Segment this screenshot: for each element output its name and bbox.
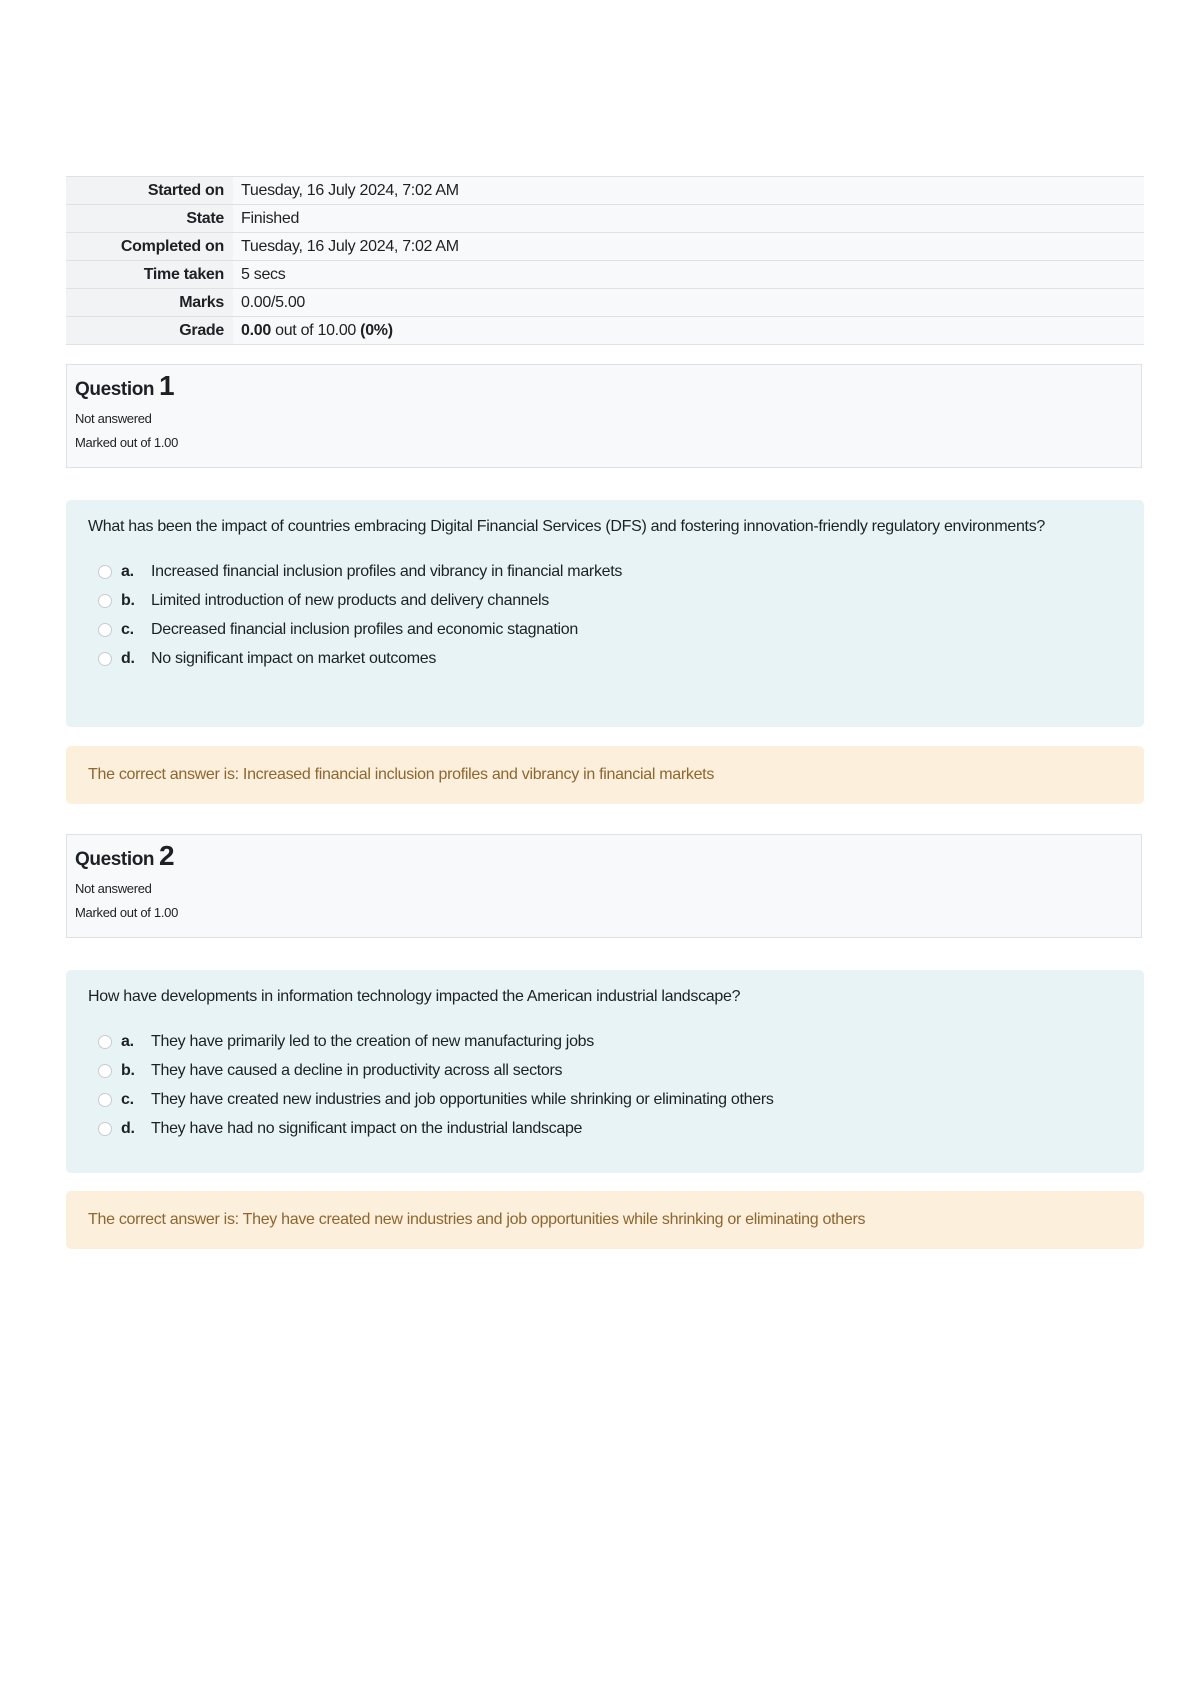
summary-label: Grade xyxy=(66,317,233,345)
summary-row xyxy=(66,261,1144,289)
radio-button[interactable] xyxy=(98,623,112,637)
question-grade: Marked out of 1.00 xyxy=(75,435,178,450)
question-state: Not answered xyxy=(75,411,152,426)
option-text: They have caused a decline in productivity across all sectors xyxy=(151,1061,563,1079)
radio-button[interactable] xyxy=(98,1093,112,1107)
summary-label: Completed on xyxy=(66,233,233,261)
question-formulation-1 xyxy=(66,500,1144,727)
answer-option-c[interactable] xyxy=(88,615,1122,644)
question-state: Not answered xyxy=(75,881,152,896)
option-text: No significant impact on market outcomes xyxy=(151,649,437,667)
question-number xyxy=(75,371,1133,405)
summary-value: Tuesday, 16 July 2024, 7:02 AM xyxy=(233,233,1144,261)
question-formulation-2 xyxy=(66,970,1144,1173)
summary-label: State xyxy=(66,205,233,233)
question-label: Question xyxy=(75,849,155,870)
question-number-value: 1 xyxy=(159,370,175,401)
grade-out-of: out of 10.00 xyxy=(270,321,361,339)
option-letter: b. xyxy=(121,1061,135,1079)
radio-button[interactable] xyxy=(98,565,112,579)
option-text: They have primarily led to the creation of new manufacturing jobs xyxy=(151,1032,594,1050)
answer-option-a[interactable] xyxy=(88,557,1122,586)
answer-option-c[interactable] xyxy=(88,1085,1122,1114)
radio-button[interactable] xyxy=(98,594,112,608)
question-info-1 xyxy=(66,364,1142,468)
question-number-value: 2 xyxy=(159,840,175,871)
correct-answer-feedback-1: The correct answer is: Increased financial inclusion profiles and vibrancy in financial markets xyxy=(66,746,1144,804)
option-letter: a. xyxy=(121,562,134,580)
option-letter: b. xyxy=(121,591,135,609)
summary-value: Tuesday, 16 July 2024, 7:02 AM xyxy=(233,177,1144,205)
summary-row xyxy=(66,233,1144,261)
radio-button[interactable] xyxy=(98,1122,112,1136)
option-text: They have created new industries and job opportunities while shrinking or eliminating others xyxy=(151,1090,774,1108)
option-letter: d. xyxy=(121,649,135,667)
summary-value: 5 secs xyxy=(233,261,1144,289)
option-text: Increased financial inclusion profiles and vibrancy in financial markets xyxy=(151,562,623,580)
option-text: Decreased financial inclusion profiles and economic stagnation xyxy=(151,620,578,638)
question-text: What has been the impact of countries embracing Digital Financial Services (DFS) and fostering innovation-friendly regulatory environments? xyxy=(88,518,1046,535)
summary-value: Finished xyxy=(233,205,1144,233)
option-text: Limited introduction of new products and delivery channels xyxy=(151,591,549,609)
question-number xyxy=(75,841,1133,875)
answer-option-b[interactable] xyxy=(88,1056,1122,1085)
question-grade: Marked out of 1.00 xyxy=(75,905,178,920)
summary-row xyxy=(66,289,1144,317)
answer-option-d[interactable] xyxy=(88,644,1122,673)
attempt-summary-table xyxy=(66,176,1144,345)
answer-options xyxy=(88,557,1122,673)
summary-row-grade xyxy=(66,317,1144,345)
option-letter: c. xyxy=(121,1090,134,1108)
radio-button[interactable] xyxy=(98,652,112,666)
summary-label: Started on xyxy=(66,177,233,205)
grade-value xyxy=(233,317,1144,345)
option-letter: d. xyxy=(121,1119,135,1137)
summary-row xyxy=(66,205,1144,233)
summary-label: Time taken xyxy=(66,261,233,289)
question-text: How have developments in information technology impacted the American industrial landscape? xyxy=(88,988,741,1005)
option-text: They have had no significant impact on the industrial landscape xyxy=(151,1119,583,1137)
option-letter: c. xyxy=(121,620,134,638)
radio-button[interactable] xyxy=(98,1064,112,1078)
question-label: Question xyxy=(75,379,155,400)
question-info-2 xyxy=(66,834,1142,938)
radio-button[interactable] xyxy=(98,1035,112,1049)
grade-percent: (0%) xyxy=(360,321,393,339)
option-letter: a. xyxy=(121,1032,134,1050)
correct-answer-feedback-2: The correct answer is: They have created new industries and job opportunities while shrinking or eliminating others xyxy=(66,1191,1144,1249)
answer-option-d[interactable] xyxy=(88,1114,1122,1143)
summary-row xyxy=(66,177,1144,205)
answer-option-b[interactable] xyxy=(88,586,1122,615)
answer-option-a[interactable] xyxy=(88,1027,1122,1056)
grade-score: 0.00 xyxy=(241,321,271,339)
summary-label: Marks xyxy=(66,289,233,317)
summary-value: 0.00/5.00 xyxy=(233,289,1144,317)
answer-options xyxy=(88,1027,1122,1143)
